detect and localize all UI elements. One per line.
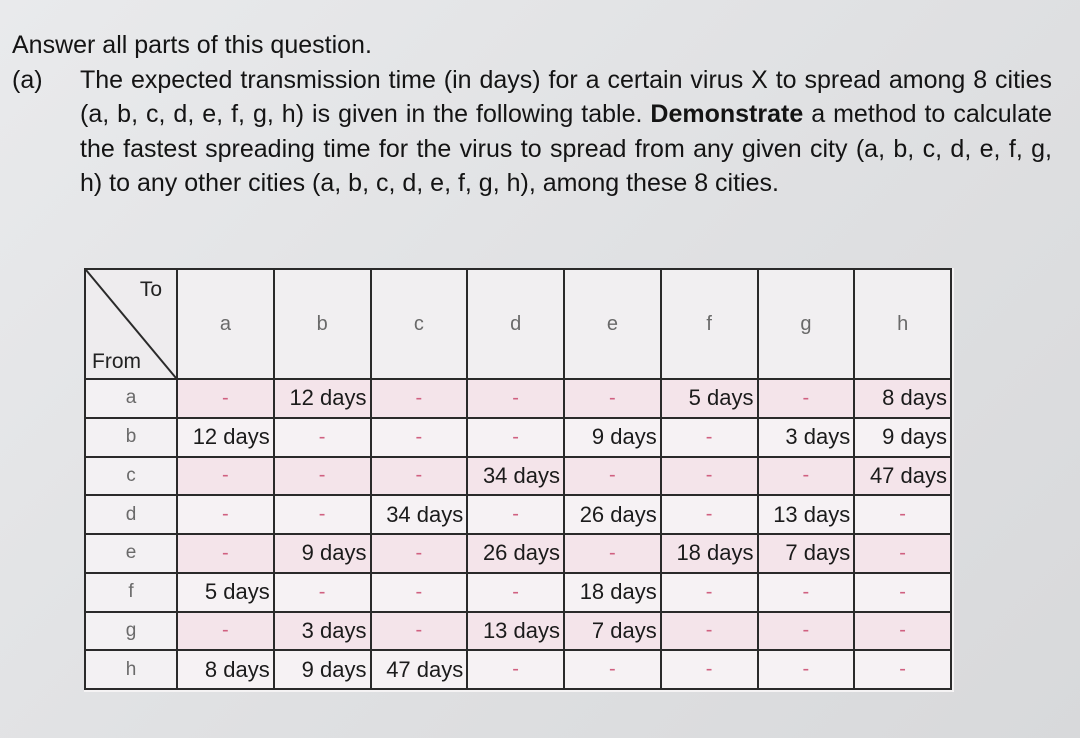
column-header-b: b bbox=[274, 269, 371, 379]
row-header-g: g bbox=[85, 612, 177, 651]
table-cell: - bbox=[467, 650, 564, 689]
question-block bbox=[12, 28, 1052, 201]
column-header-d: d bbox=[467, 269, 564, 379]
table-row bbox=[85, 612, 951, 651]
table-cell: 7 days bbox=[564, 612, 661, 651]
table-cell: - bbox=[177, 534, 274, 573]
column-header-c: c bbox=[371, 269, 468, 379]
table-cell: 9 days bbox=[274, 650, 371, 689]
table-cell: - bbox=[758, 573, 855, 612]
table-row bbox=[85, 495, 951, 534]
table-cell: - bbox=[467, 573, 564, 612]
table-cell: - bbox=[467, 379, 564, 418]
table-cell: 47 days bbox=[371, 650, 468, 689]
table-cell: - bbox=[661, 418, 758, 457]
table-cell: 9 days bbox=[854, 418, 951, 457]
table-cell: - bbox=[274, 457, 371, 496]
table-cell: - bbox=[371, 573, 468, 612]
table-corner-cell bbox=[85, 269, 177, 379]
table-cell: - bbox=[564, 379, 661, 418]
table-cell: - bbox=[177, 495, 274, 534]
table-row bbox=[85, 650, 951, 689]
table-cell: 34 days bbox=[467, 457, 564, 496]
part-a-text-after: a method to calculate the fastest spreading time for the virus to spread from any given city (a, b, c, d, e, f, g, h) to any other cities (a, b, c, d, e, f, g, h), among these 8 cities. bbox=[80, 100, 1052, 197]
table-cell: - bbox=[758, 379, 855, 418]
table-row bbox=[85, 379, 951, 418]
table-cell: - bbox=[371, 457, 468, 496]
table-cell: - bbox=[467, 418, 564, 457]
table-cell: - bbox=[661, 650, 758, 689]
table-cell: 18 days bbox=[661, 534, 758, 573]
table-cell: - bbox=[274, 495, 371, 534]
transmission-table bbox=[84, 268, 952, 690]
column-header-g: g bbox=[758, 269, 855, 379]
table-cell: 34 days bbox=[371, 495, 468, 534]
table-cell: - bbox=[564, 457, 661, 496]
table-cell: 12 days bbox=[274, 379, 371, 418]
table-cell: 9 days bbox=[564, 418, 661, 457]
table-body bbox=[85, 379, 951, 689]
table-cell: - bbox=[661, 573, 758, 612]
table-row bbox=[85, 418, 951, 457]
table-cell: - bbox=[564, 650, 661, 689]
table-row bbox=[85, 534, 951, 573]
transmission-table-container bbox=[84, 268, 954, 692]
part-a-text bbox=[80, 63, 1052, 201]
table-cell: - bbox=[758, 650, 855, 689]
table-row bbox=[85, 573, 951, 612]
table-cell: - bbox=[564, 534, 661, 573]
table-cell: 8 days bbox=[177, 650, 274, 689]
table-cell: 13 days bbox=[758, 495, 855, 534]
table-cell: 3 days bbox=[274, 612, 371, 651]
table-cell: 9 days bbox=[274, 534, 371, 573]
corner-to-label: To bbox=[139, 278, 162, 301]
table-cell: - bbox=[467, 495, 564, 534]
row-header-c: c bbox=[85, 457, 177, 496]
table-cell: - bbox=[274, 418, 371, 457]
table-cell: 47 days bbox=[854, 457, 951, 496]
table-cell: 12 days bbox=[177, 418, 274, 457]
table-cell: - bbox=[371, 534, 468, 573]
row-header-d: d bbox=[85, 495, 177, 534]
row-header-a: a bbox=[85, 379, 177, 418]
question-title: Answer all parts of this question. bbox=[12, 31, 372, 59]
corner-from-label: From bbox=[92, 350, 141, 373]
table-cell: - bbox=[854, 612, 951, 651]
table-cell: 26 days bbox=[564, 495, 661, 534]
column-header-e: e bbox=[564, 269, 661, 379]
row-header-e: e bbox=[85, 534, 177, 573]
table-cell: 18 days bbox=[564, 573, 661, 612]
question-part-a bbox=[12, 63, 1052, 201]
table-cell: - bbox=[661, 612, 758, 651]
table-cell: 8 days bbox=[854, 379, 951, 418]
table-cell: - bbox=[371, 418, 468, 457]
row-header-f: f bbox=[85, 573, 177, 612]
table-cell: 13 days bbox=[467, 612, 564, 651]
row-header-h: h bbox=[85, 650, 177, 689]
table-cell: - bbox=[177, 379, 274, 418]
table-cell: - bbox=[371, 612, 468, 651]
table-cell: - bbox=[371, 379, 468, 418]
table-cell: - bbox=[854, 573, 951, 612]
part-label: (a) bbox=[12, 65, 43, 94]
column-header-f: f bbox=[661, 269, 758, 379]
table-cell: - bbox=[854, 650, 951, 689]
table-cell: - bbox=[758, 457, 855, 496]
table-row bbox=[85, 457, 951, 496]
table-cell: - bbox=[177, 457, 274, 496]
table-cell: 5 days bbox=[177, 573, 274, 612]
table-cell: - bbox=[854, 534, 951, 573]
table-cell: - bbox=[854, 495, 951, 534]
table-cell: - bbox=[177, 612, 274, 651]
table-header-row bbox=[85, 269, 951, 379]
column-header-h: h bbox=[854, 269, 951, 379]
table-cell: 5 days bbox=[661, 379, 758, 418]
part-a-text-before: The expected transmission time (in days) for a certain virus X to spread among 8 cities (a, b, c, d, e, f, g, h) is given in the following table. bbox=[80, 65, 1052, 128]
table-cell: 7 days bbox=[758, 534, 855, 573]
table-cell: - bbox=[661, 457, 758, 496]
row-header-b: b bbox=[85, 418, 177, 457]
table-cell: - bbox=[758, 612, 855, 651]
table-cell: - bbox=[661, 495, 758, 534]
table-cell: 3 days bbox=[758, 418, 855, 457]
part-a-bold-word: Demonstrate bbox=[650, 100, 804, 128]
table-cell: - bbox=[274, 573, 371, 612]
column-header-a: a bbox=[177, 269, 274, 379]
table-cell: 26 days bbox=[467, 534, 564, 573]
